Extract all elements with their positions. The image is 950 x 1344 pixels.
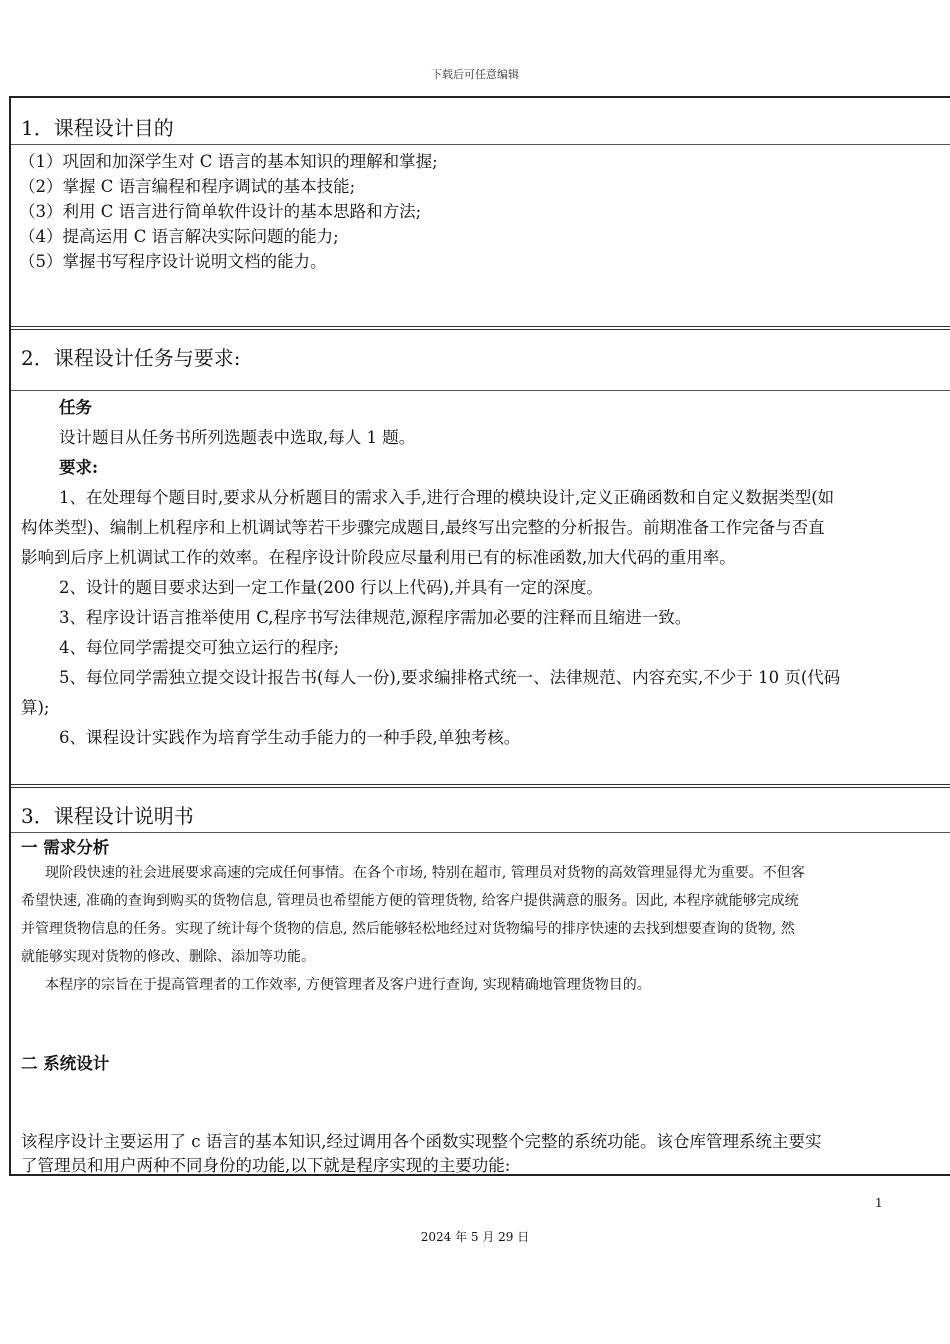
section3-title: 3．课程设计说明书 [21, 804, 194, 828]
requirement-line: 1、在处理每个题目时,要求从分析题目的需求入手,进行合理的模块设计,定义正确函数和自定义数据类型(如 [59, 488, 835, 507]
page-number: 1 [875, 1196, 883, 1210]
analysis-line: 本程序的宗旨在于提高管理者的工作效率, 方便管理者及客户进行查询, 实现精确地管理货物目的。 [45, 977, 651, 993]
analysis-line: 并管理货物信息的任务。实现了统计每个货物的信息, 然后能够轻松地经过对货物编号的排序快速的去找到想要查询的货物, 然 [21, 921, 795, 937]
section2-title: 2．课程设计任务与要求: [21, 346, 241, 370]
task-label: 任务 [59, 398, 92, 417]
requirement-line: 算); [21, 698, 50, 717]
system-design-title: 二 系统设计 [21, 1054, 110, 1073]
system-design-line: 了管理员和用户两种不同身份的功能,以下就是程序实现的主要功能: [21, 1156, 511, 1175]
requirement-line: 2、设计的题目要求达到一定工作量(200 行以上代码),并具有一定的深度。 [59, 578, 603, 597]
divider [11, 144, 950, 145]
task-text: 设计题目从任务书所列选题表中选取,每人 1 题。 [59, 428, 416, 447]
requirement-line: 3、程序设计语言推举使用 C,程序书写法律规范,源程序需加必要的注释而且缩进一致。 [59, 608, 692, 627]
section-separator [11, 784, 950, 788]
section1-item-3: （3）利用 C 语言进行简单软件设计的基本思路和方法; [19, 202, 422, 221]
section-separator [11, 326, 950, 330]
requirements-analysis-title: 一 需求分析 [21, 838, 110, 857]
requirement-line: 5、每位同学需独立提交设计报告书(每人一份),要求编排格式统一、法律规范、内容充实,不少于 10 页(代码 [59, 668, 841, 687]
analysis-line: 希望快速, 准确的查询到购买的货物信息, 管理员也希望能方便的管理货物, 给客户提供满意的服务。因此, 本程序就能够完成统 [21, 893, 799, 909]
section1-title: 1．课程设计目的 [21, 116, 174, 140]
divider [11, 832, 950, 833]
section1-item-5: （5）掌握书写程序设计说明文档的能力。 [19, 252, 327, 271]
requirement-line: 4、每位同学需提交可独立运行的程序; [59, 638, 340, 657]
analysis-line: 现阶段快速的社会进展要求高速的完成任何事情。在各个市场, 特别在超市, 管理员对货物的高效管理显得尤为重要。不但客 [45, 865, 805, 881]
analysis-line: 就能够实现对货物的修改、删除、添加等功能。 [21, 949, 315, 965]
footer-date: 2024 年 5 月 29 日 [420, 1230, 530, 1244]
requirement-line: 构体类型)、编制上机程序和上机调试等若干步骤完成题目,最终写出完整的分析报告。前期准备工作完备与否直 [21, 518, 825, 537]
requirement-line: 影响到后序上机调试工作的效率。在程序设计阶段应尽量利用已有的标准函数,加大代码的重用率。 [21, 548, 736, 567]
section1-item-4: （4）提高运用 C 语言解决实际问题的能力; [19, 227, 339, 246]
requirements-label: 要求: [59, 458, 99, 477]
section1-item-1: （1）巩固和加深学生对 C 语言的基本知识的理解和掌握; [19, 152, 438, 171]
section1-item-2: （2）掌握 C 语言编程和程序调试的基本技能; [19, 177, 356, 196]
divider [11, 390, 950, 391]
requirement-line: 6、课程设计实践作为培育学生动手能力的一种手段,单独考核。 [59, 728, 521, 747]
document-table [9, 96, 950, 1176]
system-design-line: 该程序设计主要运用了 c 语言的基本知识,经过调用各个函数实现整个完整的系统功能。该仓库管理系统主要实 [21, 1132, 822, 1151]
page-header: 下载后可任意编辑 [431, 68, 519, 81]
